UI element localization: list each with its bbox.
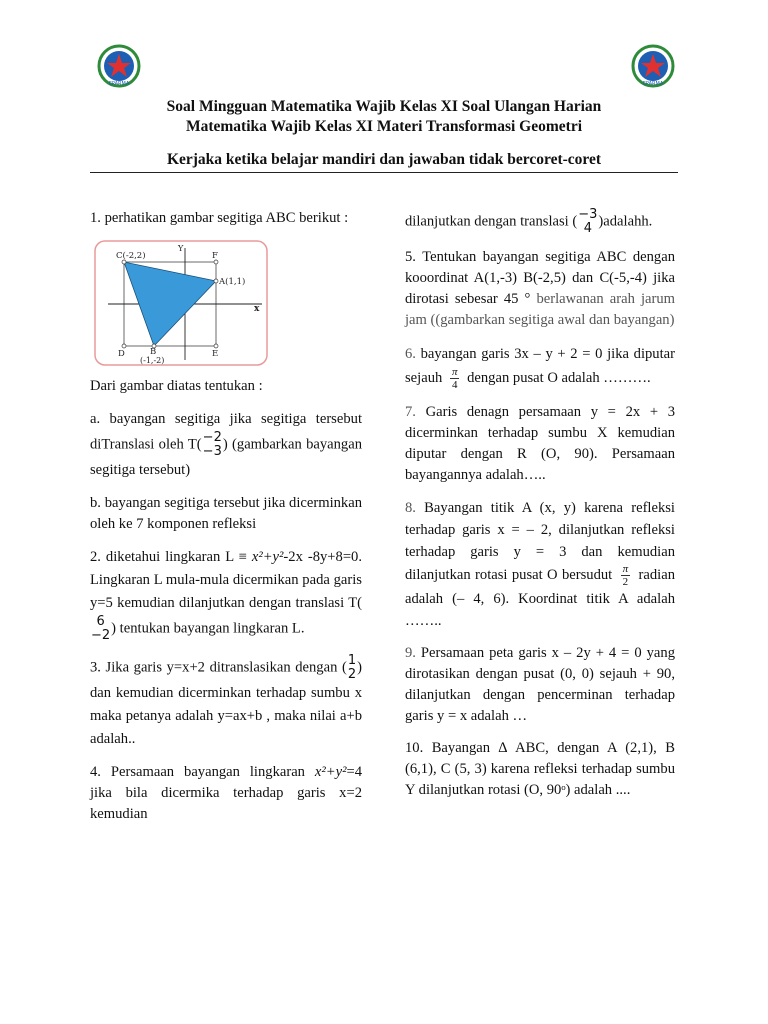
question-2: 2. diketahui lingkaran L ≡ x²+y²-2x -8y+8=0. Lingkaran L mula-mula dicermikan pada garis y=5 kemudian dilanjutkan dengan translasi T( 6 −2 ) tentukan bayangan lingkaran L.	[90, 549, 362, 643]
question-1-intro: 1. perhatikan gambar segitiga ABC berikut :	[90, 210, 349, 226]
header-divider	[90, 172, 678, 173]
logo-text: EPARMA	[108, 81, 130, 87]
page-subtitle: Kerjaka ketika belajar mandiri dan jawaban tidak bercoret-coret	[166, 151, 602, 168]
question-6: 6. bayangan garis 3x – y + 2 = 0 jika diputar sejauh $\frac{\pi}{4}$ dengan pusat O adalah ……….	[405, 346, 675, 392]
translation-vector: 1 2	[347, 653, 357, 682]
left-column	[90, 208, 362, 836]
question-9: 9. Persamaan peta garis x – 2y + 4 = 0 yang dirotasikan dengan pusat (0, 0) sejauh + 90, dilanjutkan dengan pencerminan terhadap garis y = x adalah …	[405, 645, 675, 725]
label-b: B	[150, 347, 157, 357]
question-1b: b. bayangan segitiga tersebut jika dicerminkan oleh ke 7 komponen refleksi	[90, 495, 362, 532]
logo-text: EPARMA	[642, 81, 664, 87]
question-4: 4. Persamaan bayangan lingkaran x²+y²=4 jika bila dicermika terhadap garis x=2 kemudian	[90, 764, 362, 822]
label-x-axis: x	[254, 304, 260, 314]
fraction-pi-over-4: $\frac{\pi}{4}$	[451, 366, 458, 392]
fraction-pi-over-2: $\frac{\pi}{2}$	[622, 563, 629, 589]
question-1a: a. bayangan segitiga jika segitiga tersebut diTranslasi oleh T( −2 −3 ) (gambarkan bayangan segitiga tersebut)	[90, 411, 363, 478]
title-line-1: Soal Mingguan Matematika Wajib Kelas XI Soal Ulangan Harian	[166, 98, 602, 115]
label-y-axis: Y	[178, 244, 184, 253]
question-1-prompt: Dari gambar diatas tentukan :	[90, 378, 263, 394]
label-d: D	[118, 349, 125, 359]
triangle-figure	[94, 240, 268, 366]
question-5: 5. Tentukan bayangan segitiga ABC dengan kooordinat A(1,-3) B(-2,5) dan C(-5,-4) jika dirotasi sebesar 45 ° berlawanan arah jarum jam ((gambarkan segitiga awal dan bayangan)	[405, 249, 675, 328]
question-10: 10. Bayangan ∆ ABC, dengan A (2,1), B (6,1), C (5, 3) karena refleksi terhadap sumbu Y dilanjutkan rotasi (O, 90ᵒ) adalah ....	[405, 740, 675, 799]
question-5-gray: berlawanan arah jarum jam ((gambarkan segitiga awal dan bayangan)	[405, 291, 675, 328]
school-logo-right	[631, 44, 675, 88]
label-a: A(1,1)	[219, 277, 246, 287]
question-8: 8. Bayangan titik A (x, y) karena refleksi terhadap garis x = – 2, dilanjutkan refleksi terhadap garis y = 3 dan kemudian dilanjutkan rotasi pusat O bersudut $\frac{\pi}{2}$ radian adalah (– 4, 6). Koordinat titik A adalah ……..	[405, 500, 675, 630]
translation-vector: −2 −3	[202, 430, 222, 459]
translation-vector: 6 −2	[91, 614, 111, 643]
page-title	[92, 97, 676, 137]
school-logo-left	[97, 44, 141, 88]
label-e: E	[212, 349, 219, 359]
label-b-coord: (-1,-2)	[140, 356, 165, 365]
label-f: F	[212, 251, 218, 261]
question-4-continued: dilanjutkan dengan translasi ( −3 4 )adalahh.	[405, 207, 653, 236]
right-column	[405, 208, 675, 812]
question-7: 7. Garis denagn persamaan y = 2x + 3 dicerminkan terhadap sumbu X kemudian diputar dengan R (O, 90). Persamaan bayangannya adalah…..	[405, 404, 675, 484]
question-3: 3. Jika garis y=x+2 ditranslasikan dengan ( 1 2 ) dan kemudian dicerminkan terhadap sumbu x maka petanya adalah y=ax+b , maka nilai a+b adalah..	[90, 653, 362, 747]
label-c: C(-2,2)	[116, 251, 146, 261]
title-line-2: Matematika Wajib Kelas XI Materi Transformasi Geometri	[185, 118, 583, 135]
translation-vector: −3 4	[578, 207, 598, 236]
